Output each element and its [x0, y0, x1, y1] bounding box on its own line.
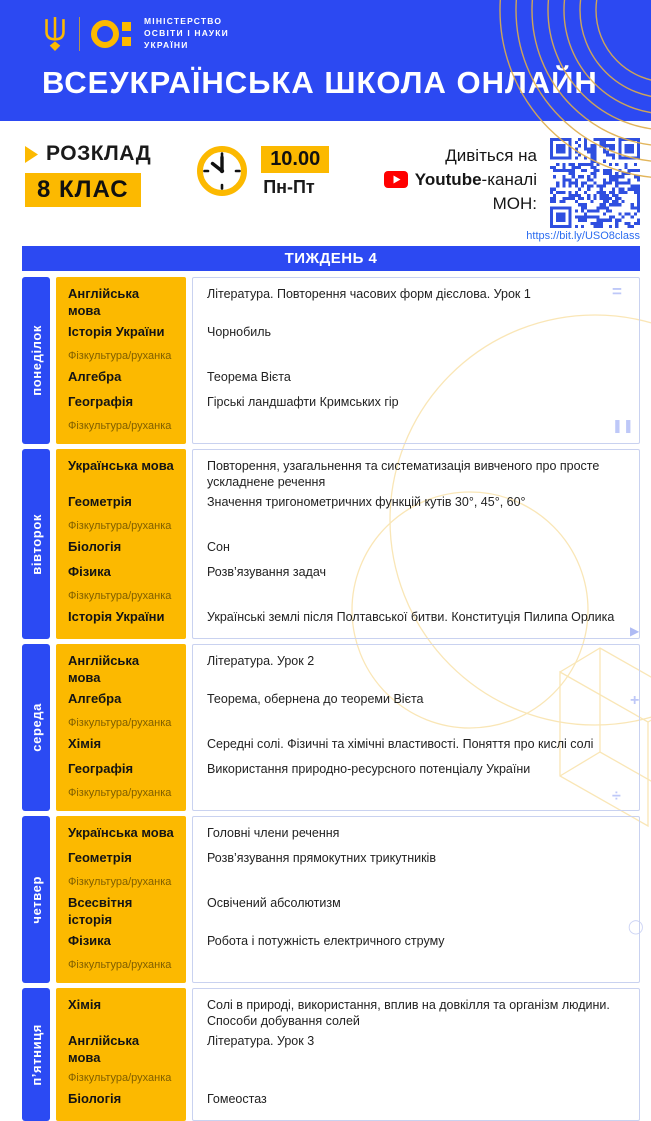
topic-cell: Література. Урок 2 [207, 654, 315, 669]
day-label: середа [28, 703, 44, 753]
arrow-right-icon [25, 146, 38, 163]
topic-cell [192, 587, 640, 607]
topic-cell: Головні члени речення [207, 826, 340, 841]
day-label: вівторок [28, 513, 44, 575]
subject-cell: Біологія [68, 539, 122, 555]
subject-cell: Біологія [68, 1091, 122, 1107]
day-block [22, 277, 640, 444]
week-banner: ТИЖДЕНЬ 4 [22, 246, 640, 271]
qr-code [550, 138, 640, 228]
topic-cell: Розв’язування задач [207, 565, 327, 580]
topic-cell: Освічений абсолютизм [207, 896, 341, 911]
subject-cell: Фізика [68, 564, 111, 580]
subject-cell: Фізкультура/руханка [68, 717, 172, 730]
topic-cell: Українські землі після Полтавської битви. Конституція Пилипа Орлика [207, 610, 615, 625]
topic-cell: Теорема Вієта [207, 369, 291, 384]
lesson-time-badge: 10.00 [261, 146, 329, 173]
subject-cell: Всесвітня історія [68, 895, 133, 927]
topic-cell: Солі в природі, використання, вплив на довкілля та організм людини. Способи добування солей [207, 997, 610, 1029]
day-block [22, 816, 640, 983]
ministry-name: МІНІСТЕРСТВО ОСВІТИ І НАУКИ УКРАЇНИ [144, 16, 229, 50]
topic-cell [192, 1069, 640, 1089]
topic-cell: Повторення, узагальнення та систематизація вивченого про просте ускладнене речення [207, 458, 600, 490]
topic-cell [192, 714, 640, 734]
schedule-link[interactable]: https://bit.ly/USO8class [526, 230, 640, 242]
plus-decoration-icon: + [630, 692, 640, 709]
topic-cell: Гірські ландшафти Кримських гір [207, 394, 399, 409]
qr-block [526, 138, 640, 242]
subject-cell: Геометрія [68, 850, 132, 866]
topic-cell: Теорема, обернена до теореми Вієта [207, 692, 424, 707]
day-bar [22, 449, 50, 640]
subject-cell: Англійська мова [68, 286, 140, 318]
subject-cell: Фізкультура/руханка [68, 787, 172, 800]
schedule-label: РОЗКЛАД [46, 142, 152, 165]
subject-cell: Алгебра [68, 691, 122, 707]
subject-cell: Фізкультура/руханка [68, 590, 172, 603]
topic-cell: Література. Повторення часових форм дієслова. Урок 1 [207, 287, 531, 301]
subject-cell: Географія [68, 393, 134, 409]
subject-cell: Англійська мова [68, 653, 140, 686]
day-bar [22, 644, 50, 811]
circle-decoration-icon: ◯ [628, 918, 644, 934]
page-title: ВСЕУКРАЇНСЬКА ШКОЛА ОНЛАЙН [42, 65, 598, 100]
subject-cell: Геометрія [68, 494, 132, 510]
schedule-heading [25, 142, 151, 207]
subject-cell: Фізика [68, 932, 111, 948]
day-bar [22, 277, 50, 444]
triangle-decoration-icon: ▶ [630, 624, 640, 638]
subject-cell: Фізкультура/руханка [68, 1072, 172, 1085]
day-label: четвер [28, 875, 44, 924]
topic-cell [192, 417, 640, 437]
topic-cell: Значення тригонометричних функцій кутів 30°, 45°, 60° [207, 495, 526, 510]
clock-icon [195, 144, 249, 198]
class-badge: 8 КЛАС [25, 173, 141, 207]
days-range: Пн-Пт [263, 177, 315, 197]
subject-cell: Фізкультура/руханка [68, 876, 172, 889]
subject-cell: Історія України [68, 609, 165, 625]
equals-decoration-icon: = [612, 282, 622, 301]
topic-cell: Робота і потужність електричного струму [207, 933, 445, 948]
day-label: п’ятниця [28, 1023, 44, 1086]
subject-cell: Англійська мова [68, 1033, 140, 1066]
topic-cell [192, 873, 640, 893]
subject-cell: Фізкультура/руханка [68, 958, 172, 971]
info-strip [0, 121, 651, 244]
mon-word: МОН: [492, 193, 537, 213]
watch-line1: Дивіться на [445, 146, 537, 165]
subject-cell: Алгебра [68, 368, 122, 384]
subject-cell: Хімія [68, 996, 102, 1012]
day-label: понеділок [28, 325, 44, 396]
mon-logo-icon [91, 18, 133, 50]
topic-cell: Використання природно-ресурсного потенціалу України [207, 762, 531, 777]
logo-divider [79, 17, 80, 51]
topic-cell: Сон [207, 540, 230, 555]
subject-cell: Історія України [68, 323, 165, 339]
divide-decoration-icon: ÷ [612, 788, 621, 805]
topic-cell [192, 956, 640, 976]
header [0, 0, 651, 121]
topic-cell: Чорнобиль [207, 324, 272, 339]
topic-cell: Розв’язування прямокутних трикутників [207, 851, 436, 866]
day-block [22, 449, 640, 640]
day-block [22, 988, 640, 1121]
schedule-table [22, 277, 640, 1121]
subject-cell: Хімія [68, 736, 102, 752]
topic-cell [192, 347, 640, 367]
topic-cell [192, 517, 640, 537]
youtube-icon [384, 171, 408, 188]
topic-cell: Література. Урок 3 [207, 1034, 315, 1049]
subject-cell: Українська мова [68, 457, 174, 473]
ministry-logo [0, 0, 651, 52]
youtube-word: Youtube [414, 169, 482, 189]
subject-cell: Фізкультура/руханка [68, 349, 172, 362]
topic-cell: Середні солі. Фізичні та хімічні властивості. Поняття про кислі солі [207, 737, 594, 752]
time-info [195, 144, 329, 198]
subject-cell: Фізкультура/руханка [68, 520, 172, 533]
subject-cell: Фізкультура/руханка [68, 419, 172, 432]
day-block [22, 644, 640, 811]
channel-word: -каналі [481, 169, 537, 189]
youtube-callout [384, 144, 537, 215]
trident-icon [42, 16, 68, 52]
day-bar [22, 988, 50, 1121]
topic-cell: Гомеостаз [207, 1092, 267, 1107]
subject-cell: Українська мова [68, 825, 174, 841]
day-bar [22, 816, 50, 983]
subject-cell: Географія [68, 761, 134, 777]
pause-decoration-icon: ❚❚ [612, 418, 634, 433]
topic-cell [192, 784, 640, 804]
